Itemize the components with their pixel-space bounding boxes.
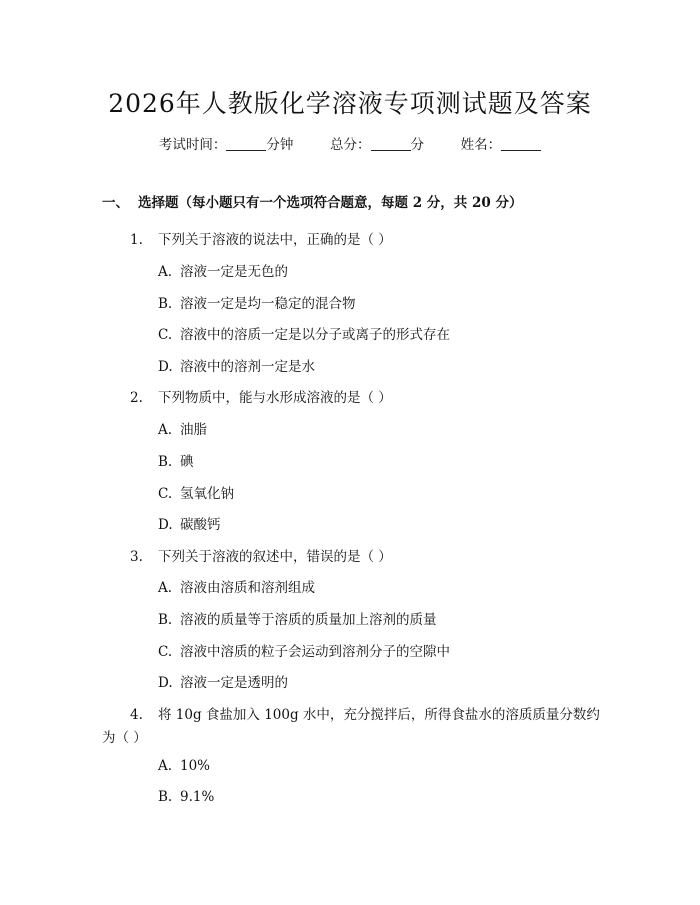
- section-number: 一、: [102, 195, 129, 211]
- option-letter: B.: [158, 612, 173, 628]
- question-text: 下列物质中，能与水形成溶液的是（ ）: [158, 390, 392, 406]
- section-heading: [102, 191, 522, 211]
- option-text: 溶液由溶质和溶剂组成: [180, 580, 315, 596]
- option-letter: C.: [158, 644, 173, 660]
- name-label: 姓名：: [460, 137, 502, 153]
- option-letter: A.: [158, 580, 173, 596]
- option-text: 油脂: [180, 422, 207, 438]
- question-number: 2.: [130, 390, 143, 406]
- question-text: 将 10g 食盐加入 100g 水中，充分搅拌后，所得食盐水的溶质质量分数约: [158, 707, 600, 723]
- option-text: 10%: [180, 758, 211, 774]
- option-text: 溶液一定是透明的: [180, 675, 288, 691]
- option-letter: A.: [158, 264, 173, 280]
- option-letter: C.: [158, 327, 173, 343]
- question-text: 下列关于溶液的叙述中，错误的是（ ）: [158, 549, 392, 565]
- option-text: 氢氧化钠: [180, 486, 234, 502]
- q1-option-d: [158, 355, 315, 375]
- name-blank: [501, 137, 541, 151]
- q1-option-a: [158, 260, 288, 280]
- q4-option-a: [158, 758, 210, 774]
- option-letter: A.: [158, 758, 173, 774]
- q1-option-b: [158, 292, 356, 312]
- option-text: 溶液中溶质的粒子会运动到溶剂分子的空隙中: [180, 644, 450, 660]
- q3-option-a: [158, 576, 315, 596]
- question-4: [130, 703, 600, 723]
- q1-option-c: [158, 323, 450, 343]
- question-number: 3.: [130, 549, 143, 565]
- question-number: 4.: [130, 707, 143, 723]
- option-letter: B.: [158, 789, 173, 805]
- question-number: 1.: [130, 232, 143, 248]
- score-blank: [371, 137, 411, 151]
- option-letter: D.: [158, 675, 173, 691]
- question-2: [130, 386, 392, 406]
- q2-option-c: [158, 482, 234, 502]
- option-letter: A.: [158, 422, 173, 438]
- time-blank: [226, 137, 266, 151]
- time-label: 考试时间：: [158, 137, 227, 153]
- q4-option-b: [158, 789, 214, 805]
- option-letter: D.: [158, 359, 173, 375]
- section-title: 选择题（每小题只有一个选项符合题意，每题 2 分，共 20 分）: [138, 195, 523, 211]
- time-unit: 分钟: [266, 137, 294, 153]
- exam-meta-line: [0, 133, 700, 153]
- q2-option-a: [158, 418, 207, 438]
- q2-option-b: [158, 450, 194, 470]
- option-letter: C.: [158, 486, 173, 502]
- option-letter: B.: [158, 296, 173, 312]
- question-4-continuation: 为（ ）: [102, 730, 147, 746]
- option-text: 碘: [180, 454, 194, 470]
- q3-option-c: [158, 640, 450, 660]
- score-label: 总分：: [330, 137, 371, 153]
- option-text: 溶液的质量等于溶质的质量加上溶剂的质量: [180, 612, 437, 628]
- q2-option-d: [158, 513, 221, 533]
- question-1: [130, 228, 392, 248]
- option-text: 溶液一定是无色的: [180, 264, 288, 280]
- question-text: 下列关于溶液的说法中，正确的是（ ）: [158, 232, 392, 248]
- question-3: [130, 545, 392, 565]
- option-text: 溶液中的溶质一定是以分子或离子的形式存在: [180, 327, 450, 343]
- option-text: 溶液中的溶剂一定是水: [180, 359, 315, 375]
- option-text: 溶液一定是均一稳定的混合物: [180, 296, 356, 312]
- q3-option-b: [158, 608, 437, 628]
- option-letter: B.: [158, 454, 173, 470]
- option-text: 碳酸钙: [180, 517, 221, 533]
- q3-option-d: [158, 671, 288, 691]
- option-letter: D.: [158, 517, 173, 533]
- page-title: 2026年人教版化学溶液专项测试题及答案: [108, 89, 592, 118]
- score-unit: 分: [410, 137, 424, 153]
- option-text: 9.1%: [180, 789, 215, 805]
